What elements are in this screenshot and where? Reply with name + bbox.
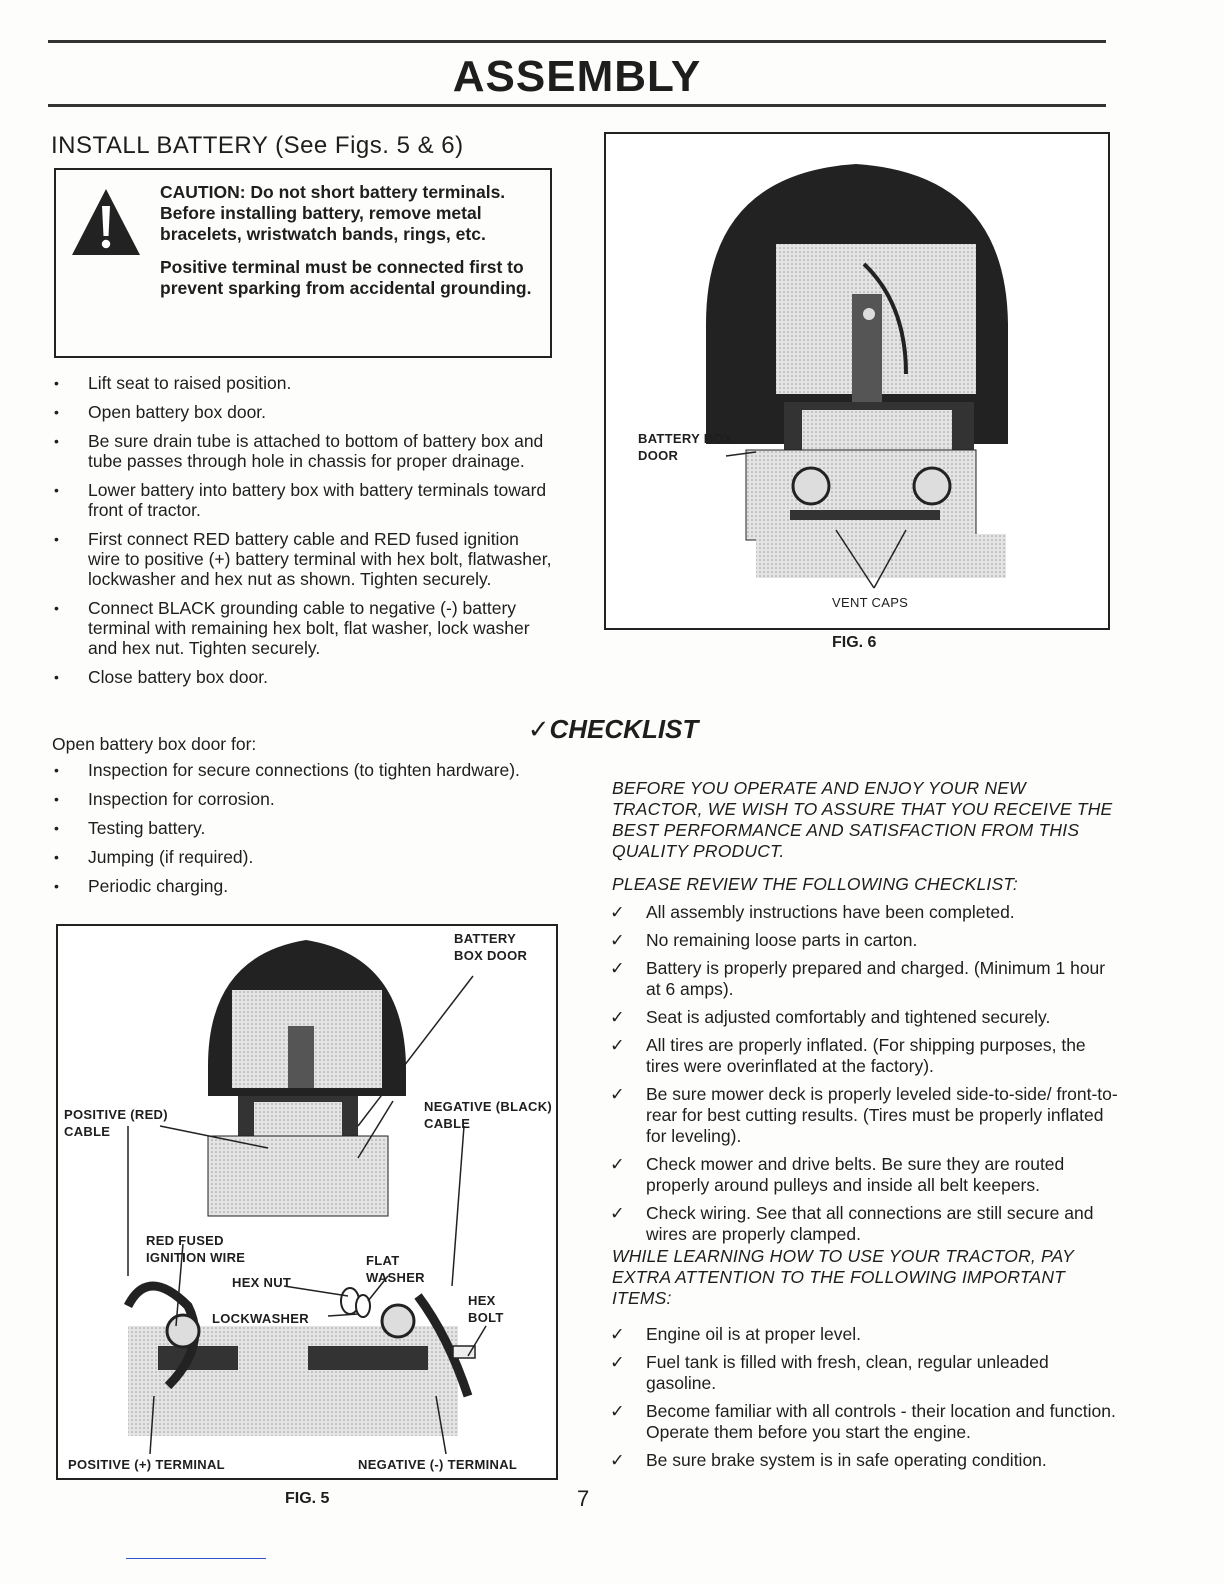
- checklist-item: [610, 1035, 1120, 1077]
- checklist-item-text: Be sure mower deck is properly leveled side-to-side/ front-to-rear for best cutting results. (Tires must be properly inflated for leveling).: [646, 1084, 1118, 1146]
- checklist-item-text: All tires are properly inflated. (For shipping purposes, the tires were overinflated at the factory).: [646, 1035, 1086, 1076]
- label-flat-washer: FLAT WASHER: [366, 1253, 425, 1285]
- checklist-item-text: Fuel tank is filled with fresh, clean, regular unleaded gasoline.: [646, 1352, 1049, 1393]
- list-item: • Open battery box door.: [52, 402, 554, 422]
- checkmark-icon: ✓: [610, 902, 625, 922]
- checklist-item-text: No remaining loose parts in carton.: [646, 930, 918, 950]
- list-item: • Inspection for corrosion.: [52, 789, 556, 809]
- list-item: • Jumping (if required).: [52, 847, 556, 867]
- list-item: • Lower battery into battery box with battery terminals toward front of tractor.: [52, 480, 554, 520]
- label-negative-cable: NEGATIVE (BLACK) CABLE: [424, 1099, 553, 1131]
- label-positive-terminal: POSITIVE (+) TERMINAL: [68, 1457, 225, 1472]
- figure-5-caption: FIG. 5: [285, 1490, 330, 1507]
- checklist-item-text: Become familiar with all controls - their location and function. Operate them before you start the engine.: [646, 1401, 1116, 1442]
- page-title: ASSEMBLY: [452, 52, 702, 101]
- label-hex-bolt: HEX BOLT: [468, 1293, 504, 1325]
- battery-box-illustration: [606, 134, 1108, 628]
- list-item: • Testing battery.: [52, 818, 556, 838]
- label-lockwasher: LOCKWASHER: [212, 1311, 309, 1326]
- header-rule-bottom: [48, 104, 1106, 107]
- label-battery-box-door: BATTERY BOX DOOR: [638, 431, 733, 463]
- checklist-item: [610, 1450, 1120, 1471]
- checklist-item: [610, 958, 1120, 1000]
- label-red-fused-wire: RED FUSED IGNITION WIRE: [146, 1233, 246, 1265]
- list-item: • Periodic charging.: [52, 876, 556, 896]
- figure-5: [56, 924, 558, 1480]
- checklist-item: [610, 930, 1120, 951]
- checklist-item: [610, 1324, 1120, 1345]
- caution-box: [54, 168, 552, 358]
- open-for-list: [52, 760, 556, 905]
- checklist-item: [610, 1203, 1120, 1245]
- warning-triangle-icon: [70, 186, 142, 258]
- label-hex-nut: HEX NUT: [232, 1275, 292, 1290]
- list-item: • Close battery box door.: [52, 667, 554, 687]
- checkmark-icon: ✓: [610, 1007, 625, 1027]
- checklist-item-text: Check wiring. See that all connections are still secure and wires are properly clamped.: [646, 1203, 1094, 1244]
- caution-paragraph: CAUTION: Do not short battery terminals. Before installing battery, remove metal bracelets, wristwatch bands, rings, etc.: [160, 182, 506, 244]
- checkmark-icon: ✓: [610, 1084, 625, 1104]
- checklist-item-text: Check mower and drive belts. Be sure they are routed properly around pulleys and inside all belt keepers.: [646, 1154, 1065, 1195]
- checkmark-icon: ✓: [610, 1203, 625, 1223]
- checklist-item: [610, 1154, 1120, 1196]
- checklist-item-text: Battery is properly prepared and charged. (Minimum 1 hour at 6 amps).: [646, 958, 1106, 999]
- checklist-item-text: Seat is adjusted comfortably and tightened securely.: [646, 1007, 1051, 1027]
- battery-installation-illustration: [58, 926, 556, 1478]
- install-battery-heading: INSTALL BATTERY (See Figs. 5 & 6): [51, 132, 464, 159]
- checklist-item: [610, 1084, 1120, 1147]
- checklist-item: [610, 902, 1120, 923]
- learning-note: WHILE LEARNING HOW TO USE YOUR TRACTOR, PAY EXTRA ATTENTION TO THE FOLLOWING IMPORTANT ITEMS:: [612, 1246, 1074, 1308]
- label-positive-cable: POSITIVE (RED) CABLE: [64, 1107, 168, 1139]
- checkmark-icon: ✓: [610, 1035, 625, 1055]
- list-item: • Inspection for secure connections (to tighten hardware).: [52, 760, 556, 780]
- checkmark-icon: ✓: [610, 1352, 625, 1372]
- caution-paragraph: Positive terminal must be connected first to prevent sparking from accidental grounding.: [160, 257, 532, 298]
- caution-text: [160, 182, 540, 311]
- checklist-review: PLEASE REVIEW THE FOLLOWING CHECKLIST:: [612, 874, 1018, 894]
- header-rule-top: [48, 40, 1106, 43]
- label-battery-box-door: BATTERY BOX DOOR: [454, 931, 528, 963]
- checkmark-icon: ✓: [610, 1154, 625, 1174]
- checklist-item: [610, 1401, 1120, 1443]
- checkmark-icon: ✓: [610, 958, 625, 978]
- checkmark-icon: ✓: [610, 1450, 625, 1470]
- install-steps-list: [52, 373, 554, 696]
- label-vent-caps: VENT CAPS: [832, 595, 909, 610]
- page-number: 7: [577, 1486, 590, 1511]
- checkmark-icon: ✓: [610, 1324, 625, 1344]
- checklist-item-text: All assembly instructions have been completed.: [646, 902, 1015, 922]
- checklist-heading: ✓CHECKLIST: [527, 714, 699, 744]
- figure-6-caption: FIG. 6: [832, 634, 877, 651]
- checklist-item: [610, 1352, 1120, 1394]
- checklist-item-text: Be sure brake system is in safe operating condition.: [646, 1450, 1047, 1470]
- footer-rule: [126, 1558, 266, 1559]
- checklist-item: [610, 1007, 1120, 1028]
- open-for-text: Open battery box door for:: [52, 734, 257, 754]
- checkmark-icon: ✓: [610, 930, 625, 950]
- checkmark-icon: ✓: [610, 1401, 625, 1421]
- label-negative-terminal: NEGATIVE (-) TERMINAL: [358, 1457, 518, 1472]
- checklist-intro: BEFORE YOU OPERATE AND ENJOY YOUR NEW TRACTOR, WE WISH TO ASSURE THAT YOU RECEIVE THE BEST PERFORMANCE AND SATISFACTION FROM THIS QUALITY PRODUCT.: [612, 778, 1113, 861]
- list-item: • Lift seat to raised position.: [52, 373, 554, 393]
- list-item: • Connect BLACK grounding cable to negative (-) battery terminal with remaining hex bolt, flat washer, lock washer and hex nut. Tighten securely.: [52, 598, 554, 658]
- figure-6: [604, 132, 1110, 630]
- checklist-item-text: Engine oil is at proper level.: [646, 1324, 861, 1344]
- list-item: • First connect RED battery cable and RED fused ignition wire to positive (+) battery terminal with hex bolt, flatwasher, lockwasher and hex nut as shown. Tighten securely.: [52, 529, 554, 589]
- checklist-items: [610, 902, 1120, 1252]
- important-items: [610, 1324, 1120, 1478]
- list-item: • Be sure drain tube is attached to bottom of battery box and tube passes through hole in chassis for proper drainage.: [52, 431, 554, 471]
